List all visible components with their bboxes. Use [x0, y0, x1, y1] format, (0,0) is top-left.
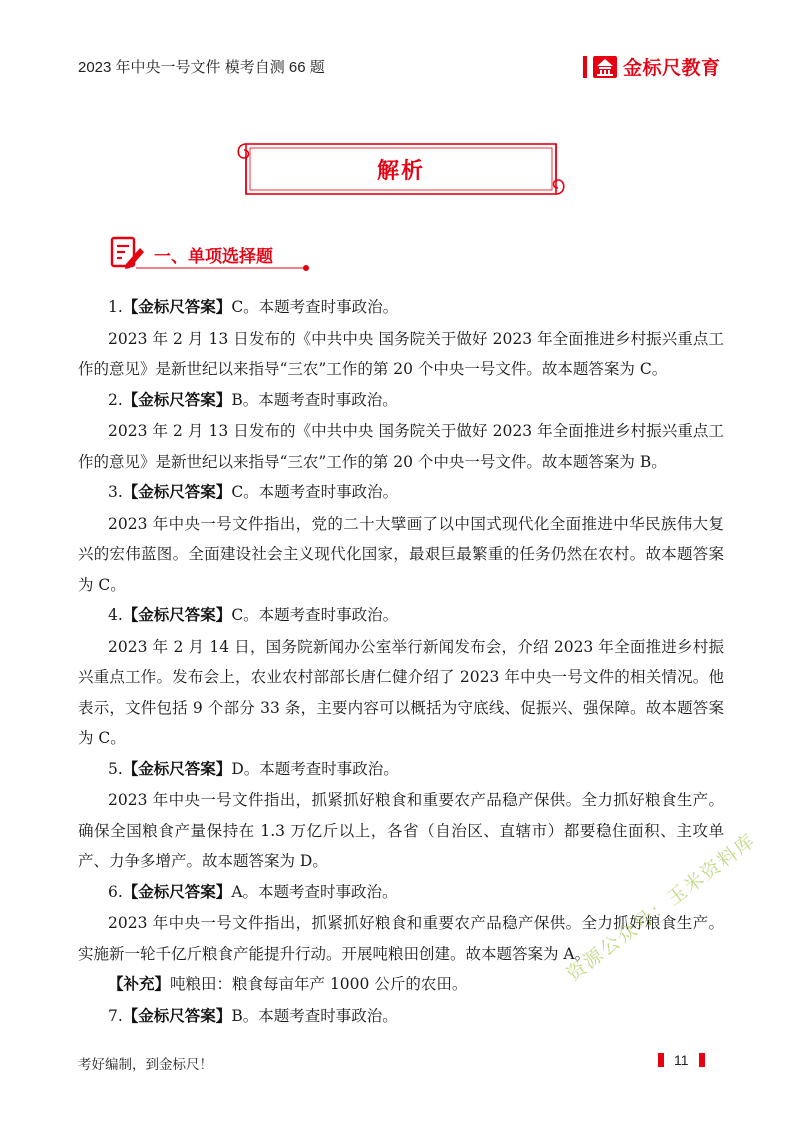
- answer-summary: C。本题考查时事政治。: [231, 606, 399, 624]
- answer-summary: B。本题考查时事政治。: [231, 390, 398, 409]
- answer-tag: 【金标尺答案】: [122, 607, 232, 624]
- answer-tag: 【金标尺答案】: [122, 1007, 232, 1025]
- answer-tag: 【金标尺答案】: [122, 760, 232, 778]
- answer-2-explanation: 2023 年 2 月 13 日发布的《中共中央 国务院关于做好 2023 年全面推进乡村振兴重点工作的意见》是新世纪以来指导“三农”工作的第 20 个中央一号文件。故本题答案为 B。: [78, 422, 724, 471]
- brand-logo-icon: [593, 56, 617, 78]
- answer-5-line: [78, 754, 724, 786]
- banner-title: 解析: [376, 157, 425, 184]
- page-marker-right: [699, 1053, 705, 1067]
- answer-number: 5.: [108, 759, 123, 778]
- header-title: 2023 年中央一号文件 模考自测 66 题: [78, 59, 325, 76]
- answer-number: 3.: [108, 483, 123, 501]
- answer-number: 1.: [108, 298, 123, 316]
- answer-1-explanation: 2023 年 2 月 13 日发布的《中共中央 国务院关于做好 2023 年全面推进乡村振兴重点工作的意见》是新世纪以来指导“三农”工作的第 20 个中央一号文件。故本题答案为 C。: [78, 329, 724, 378]
- answer-summary: B。本题考查时事政治。: [231, 1006, 398, 1025]
- answer-4-explanation: 2023 年 2 月 14 日，国务院新闻办公室举行新闻发布会，介绍 2023 年全面推进乡村振兴重点工作。发布会上，农业农村部部长唐仁健介绍了 2023 年中央一号文件的相关情况。他表示，文件包括 9 个部分 33 条，主要内容可以概括为守底线、促振兴、强保障。故本题答案为 C。: [78, 637, 724, 747]
- answer-7-line: [78, 1001, 724, 1033]
- answer-tag: 【金标尺答案】: [122, 883, 232, 901]
- answer-1-line: [78, 292, 724, 324]
- page-number-group: [658, 1052, 705, 1068]
- answer-6-supplement: [78, 969, 724, 1001]
- answer-number: 6.: [108, 882, 123, 901]
- answer-tag: 【金标尺答案】: [122, 299, 232, 316]
- brand-logo-group: [583, 53, 721, 80]
- answer-summary: C。本题考查时事政治。: [231, 483, 399, 501]
- page-number: 11: [674, 1052, 689, 1068]
- page-marker-left: [658, 1053, 664, 1067]
- supplement-text: 吨粮田：粮食每亩年产 1000 公斤的农田。: [170, 975, 468, 993]
- answer-summary: A。本题考查时事政治。: [231, 882, 398, 901]
- answer-6-line: [78, 877, 724, 909]
- section-title: 一、单项选择题: [154, 247, 273, 266]
- answer-tag: 【金标尺答案】: [122, 484, 232, 501]
- brand-name: 金标尺教育: [623, 58, 721, 79]
- answer-4-line: [78, 600, 724, 632]
- answer-2-line: [78, 385, 724, 417]
- answer-number: 4.: [108, 606, 123, 624]
- title-banner: [232, 136, 570, 202]
- supplement-tag: 【补充】: [108, 976, 171, 993]
- answer-5-explanation: 2023 年中央一号文件指出，抓紧抓好粮食和重要农产品稳产保供。全力抓好粮食生产。确保全国粮食产量保持在 1.3 万亿斤以上，各省（自治区、直辖市）都要稳住面积、主攻单产、力争多增产。故本题答案为 D。: [78, 791, 724, 870]
- answer-summary: C。本题考查时事政治。: [231, 298, 399, 316]
- answer-tag: 【金标尺答案】: [122, 391, 232, 409]
- answer-summary: D。本题考查时事政治。: [231, 759, 399, 778]
- section-heading: [110, 234, 310, 274]
- footer-slogan: 考好编制，到金标尺！: [78, 1057, 213, 1072]
- answer-number: 2.: [108, 390, 123, 409]
- brand-accent-bar: [583, 56, 587, 78]
- answer-3-line: [78, 477, 724, 509]
- answer-3-explanation: 2023 年中央一号文件指出，党的二十大擘画了以中国式现代化全面推进中华民族伟大复兴的宏伟蓝图。全面建设社会主义现代化国家，最艰巨最繁重的任务仍然在农村。故本题答案为 C。: [78, 514, 724, 594]
- answer-number: 7.: [108, 1006, 123, 1025]
- watermark-text: 资源公众号：玉米资料库: [563, 829, 761, 986]
- answer-6-explanation: 2023 年中央一号文件指出，抓紧抓好粮食和重要农产品稳产保供。全力抓好粮食生产。实施新一轮千亿斤粮食产能提升行动。开展吨粮田创建。故本题答案为 A。: [78, 914, 724, 963]
